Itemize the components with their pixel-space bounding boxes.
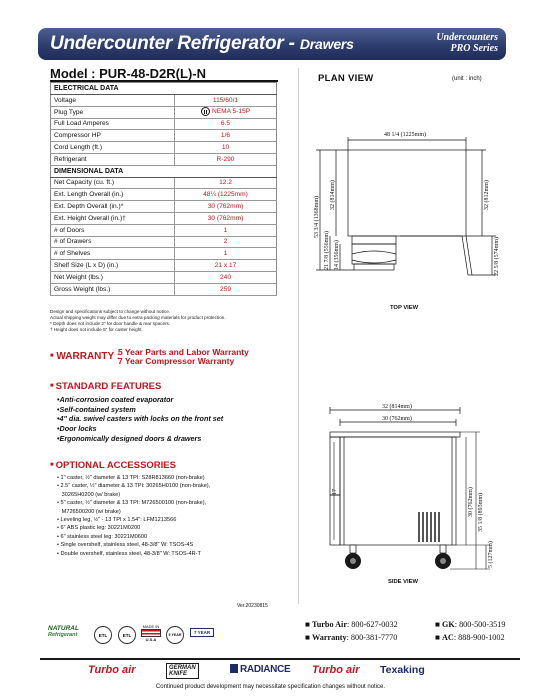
spec-value: 1	[175, 224, 277, 236]
series-line-1: Undercounters	[436, 32, 498, 43]
column-divider	[298, 68, 299, 604]
spec-value: 30 (762mm)	[175, 212, 277, 224]
top-dim-width: 48 1/4 (1225mm)	[384, 132, 426, 138]
side-view-top	[330, 432, 460, 437]
contact-turbo-air: ■ Turbo Air: 800-627-0032	[305, 620, 398, 629]
feature-item: • 4" dia. swivel casters with locks on the front set	[57, 414, 287, 424]
spec-row	[51, 130, 277, 142]
brand-strip	[40, 658, 520, 678]
standard-features-heading: ■ STANDARD FEATURES	[50, 381, 162, 392]
spec-value: 115/60/1	[175, 94, 277, 106]
spec-row	[51, 271, 277, 283]
spec-row	[51, 153, 277, 165]
spec-row	[51, 201, 277, 213]
spec-label: Net Weight (lbs.)	[51, 271, 175, 283]
feature-item: • Ergonomically designed doors & drawers	[57, 434, 287, 444]
warranty-label: ■ WARRANTY :	[50, 351, 121, 362]
spec-row	[51, 283, 277, 295]
plan-view-title: PLAN VIEW	[318, 73, 374, 84]
side-view-grille	[418, 512, 440, 542]
footer-disclaimer: Continued product development may necessitate specification changes without notice.	[155, 684, 386, 690]
page-subtitle: Drawers	[299, 36, 354, 52]
top-view-drawer-open	[352, 244, 396, 264]
spec-value: 1/6	[175, 130, 277, 142]
spec-label: Net Capacity (cu. ft.)	[51, 177, 175, 189]
etl-logo-1: ETL	[94, 626, 112, 644]
optional-accessories-list	[57, 474, 287, 558]
spec-value: R-290	[175, 153, 277, 165]
optional-accessories-heading: ■ OPTIONAL ACCESSORIES	[50, 460, 176, 471]
spec-row	[51, 260, 277, 272]
warranty-line-1: 5 Year Parts and Labor Warranty	[118, 347, 249, 357]
page-title: Undercounter Refrigerator - Drawers	[50, 33, 354, 54]
side-dim-total-height: 35 1/8 (893mm)	[478, 493, 484, 532]
spec-row	[51, 177, 277, 189]
spec-row	[51, 142, 277, 154]
spec-value: 1	[175, 248, 277, 260]
side-view-drawer-2	[330, 495, 340, 545]
side-dim-top-depth: 32 (814mm)	[382, 404, 412, 410]
feature-item: • Door locks	[57, 424, 287, 434]
warranty-badge-logo: 7 YEAR	[190, 628, 214, 637]
accessory-item: 30265H0200 (w/ brake)	[61, 491, 121, 498]
spec-label: Refrigerant	[51, 153, 175, 165]
side-dim-caster: 5 (127mm)	[488, 541, 494, 568]
accessory-item: • 2.5" caster, ½" diameter & 13 TPI: 30265H0100 (non-brake),	[57, 483, 211, 490]
side-view-drawer-1	[330, 437, 340, 495]
warranty-line-2: 7 Year Compressor Warranty	[118, 356, 235, 366]
feature-item: • Anti-corrosion coated evaporator	[57, 395, 287, 405]
spec-row	[51, 106, 277, 118]
spec-label: # of Shelves	[51, 248, 175, 260]
spec-label: Cord Length (ft.)	[51, 142, 175, 154]
spec-row	[51, 189, 277, 201]
side-view-label: SIDE VIEW	[388, 579, 418, 585]
spec-value: NEMA 5-15P	[175, 106, 277, 118]
spec-section-header	[51, 83, 277, 95]
spec-label: Compressor HP	[51, 130, 175, 142]
header-banner	[38, 28, 506, 60]
certification-logos	[48, 622, 288, 652]
note-line: Actual shipping weight may differ due to extra packing materials for product protection.	[50, 315, 226, 320]
spec-value: 30 (762mm)	[175, 201, 277, 213]
etl-logo-2: ETL	[118, 626, 136, 644]
natural-refrigerant-logo: NATURAL Refrigerant	[48, 625, 79, 638]
spec-row	[51, 224, 277, 236]
series-line-2: PRO Series	[450, 43, 498, 54]
feature-item: • Self-contained system	[57, 405, 287, 415]
top-dim-drawer-b: 14 (356mm)	[334, 240, 340, 270]
series-label	[436, 32, 498, 54]
accessory-item: M726500200 (w/ brake)	[61, 508, 121, 515]
spec-row	[51, 236, 277, 248]
spec-label: # of Doors	[51, 224, 175, 236]
top-dim-drawer-a: 21 7/8 (556mm)	[324, 231, 330, 270]
top-dim-door-swing: 22 5/8 (574mm)	[494, 237, 500, 276]
brand-radiance-logo: RADIANCE	[230, 664, 290, 675]
spec-notes	[50, 309, 280, 333]
contact-warranty: ■ Warranty: 800-381-7770	[305, 633, 398, 642]
plan-view-unit: (unit : inch)	[452, 76, 482, 82]
contact-ac: ■ AC: 888-900-1002	[435, 633, 505, 642]
spec-row	[51, 248, 277, 260]
accessory-item: • 6" ABS plastic leg: 30221M0200	[57, 525, 141, 532]
side-dim-inner-height: 17	[332, 489, 338, 495]
spec-table	[50, 82, 277, 296]
top-dim-depth-left: 32 (814mm)	[330, 180, 336, 210]
accessory-item: • Leveling leg, ½" - 13 TPI x 1.54": LFM1213566	[57, 517, 177, 524]
spec-label: Ext. Length Overall (in.)	[51, 189, 175, 201]
accessory-item: • Double overshelf, stainless steel, 48-3/8" W: TSOS-4R-T	[57, 550, 201, 557]
contact-gk: ■ GK: 800-500-3519	[435, 620, 506, 629]
spec-value: 21 x 17	[175, 260, 277, 272]
top-view-drawer-front-1	[352, 236, 396, 244]
spec-row	[51, 118, 277, 130]
spec-value: 12.2	[175, 177, 277, 189]
side-view-drawing	[300, 402, 520, 580]
brand-texaking-logo: Texaking	[380, 664, 425, 676]
spec-value: 240	[175, 271, 277, 283]
top-view-cabinet	[348, 150, 466, 236]
brand-turbo-air-logo: Turbo air	[88, 664, 136, 676]
contact-box	[305, 618, 520, 644]
spec-value: 10	[175, 142, 277, 154]
spec-value: 2	[175, 236, 277, 248]
spec-value: 6.5	[175, 118, 277, 130]
top-dim-depth-right: 32 (812mm)	[484, 180, 490, 210]
brand-german-knife-logo: GERMAN KNIFE	[166, 663, 199, 679]
note-line: † Height does not include 5" for caster height.	[50, 327, 143, 332]
spec-label: # of Drawers	[51, 236, 175, 248]
spec-section-title: ELECTRICAL DATA	[51, 83, 277, 95]
spec-value: 48¼ (1225mm)	[175, 189, 277, 201]
spec-section-header	[51, 165, 277, 177]
spec-label: Shelf Size (L x D) (in.)	[51, 260, 175, 272]
side-dim-body-height: 30 (762mm)	[468, 487, 474, 517]
model-number: Model : PUR-48-D2R(L)-N	[50, 66, 278, 82]
spec-label: Plug Type	[51, 106, 175, 118]
accessory-item: • 6" stainless steel leg: 30221M0600	[57, 533, 148, 540]
standard-features-list	[57, 395, 287, 444]
spec-label: Full Load Amperes	[51, 118, 175, 130]
spec-label: Gross Weight (lbs.)	[51, 283, 175, 295]
spec-section-title: DIMENSIONAL DATA	[51, 165, 277, 177]
note-line: Design and specifications subject to change without notice.	[50, 309, 171, 314]
accessory-item: • Single overshelf, stainless steel, 48-3/8" W: TSOS-4S	[57, 542, 194, 549]
spec-row	[51, 212, 277, 224]
top-view-drawing	[300, 120, 520, 300]
top-view-label: TOP VIEW	[390, 305, 419, 311]
spec-row	[51, 94, 277, 106]
side-dim-body-depth: 30 (762mm)	[382, 416, 412, 422]
made-in-usa-logo: MADE IN U.S.A	[142, 624, 160, 642]
brand-turbo-air-logo-2: Turbo air	[312, 664, 360, 676]
version-label: Ver.20230815	[237, 603, 268, 609]
accessory-item: • 1" caster, ½" diameter & 13 TPI: S28R813660 (non-brake)	[57, 475, 205, 481]
year-badge-logo: 5 YEAR	[166, 626, 184, 644]
spec-label: Voltage	[51, 94, 175, 106]
top-dim-open-total: 53 3/4 (1368mm)	[314, 196, 320, 238]
spec-value: 259	[175, 283, 277, 295]
note-line: * Depth does not include 2" for door handle & rear spacers.	[50, 321, 171, 326]
spec-label: Ext. Depth Overall (in.)*	[51, 201, 175, 213]
spec-label: Ext. Height Overall (in.)†	[51, 212, 175, 224]
plug-icon	[201, 107, 210, 116]
accessory-item: • 5" caster, ½" diameter & 13 TPI: M726500100 (non-brake),	[57, 500, 207, 507]
